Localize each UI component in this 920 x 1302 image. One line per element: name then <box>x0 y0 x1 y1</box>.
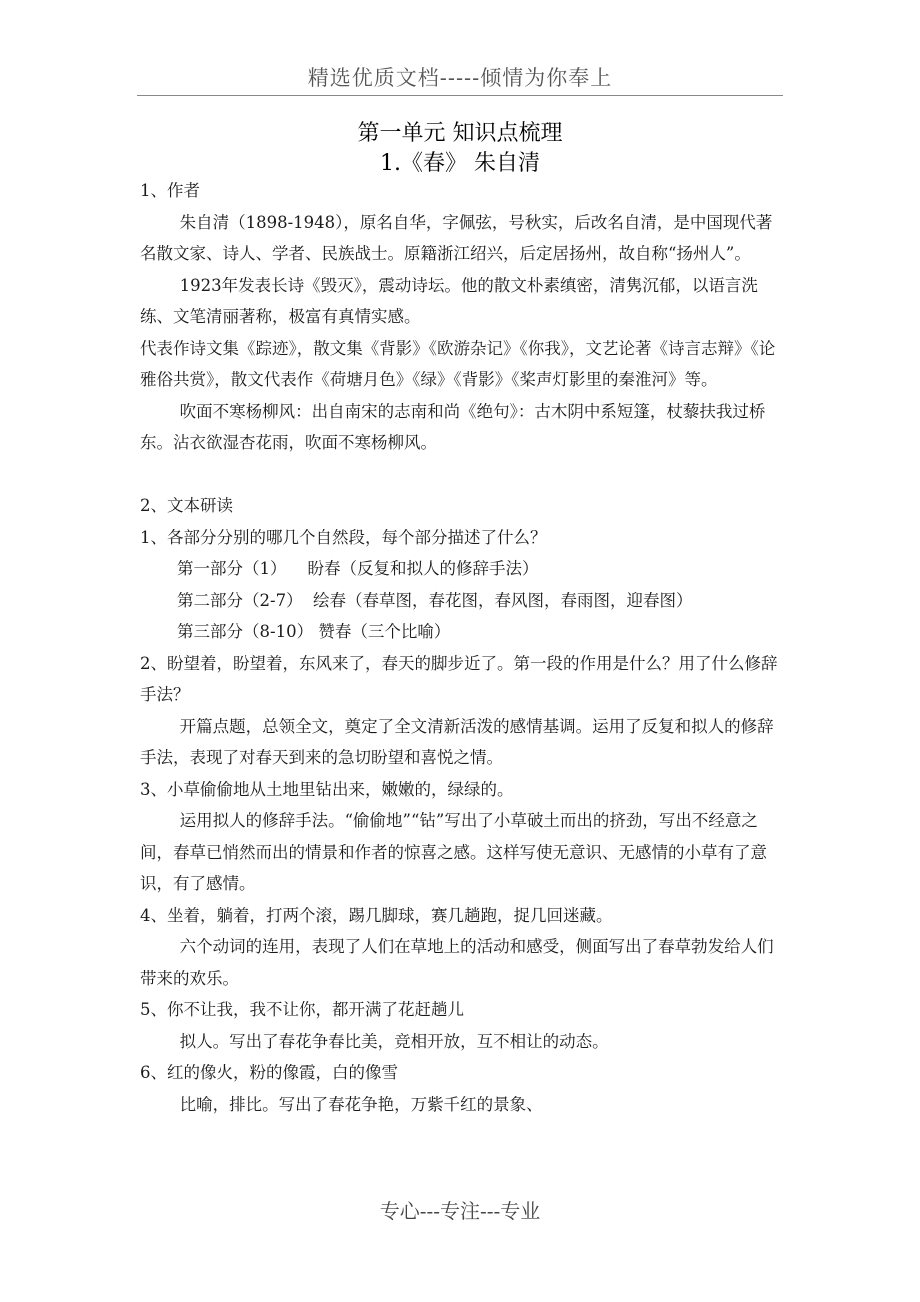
question-3: 3、小草偷偷地从土地里钻出来，嫩嫩的，绿绿的。 <box>140 779 514 799</box>
header-divider <box>137 95 783 96</box>
answer-6: 比喻，排比。写出了春花争艳，万紫千红的景象、 <box>179 1094 543 1114</box>
question-2: 2、盼望着，盼望着，东风来了，春天的脚步近了。第一段的作用是什么？用了什么修辞手法？ <box>140 653 778 704</box>
section-heading-reading: 2、文本研读 <box>140 496 233 515</box>
section-heading-author: 1、作者 <box>140 181 200 200</box>
unit-title: 第一单元 知识点梳理 <box>357 121 563 146</box>
poem-source-paragraph: 吹面不寒杨柳风：出自南宋的志南和尚《绝句》：古木阴中系短篷，杖藜扶我过桥东。沾衣欲湿杏花雨，吹面不寒杨柳风。 <box>140 401 766 452</box>
question-6: 6、红的像火，粉的像霞，白的像雪 <box>140 1063 398 1082</box>
answer-5: 拟人。写出了春花争春比美，竞相开放，互不相让的动态。 <box>179 1031 609 1051</box>
author-works-paragraph: 代表作诗文集《踪迹》，散文集《背影》《欧游杂记》《你我》，文艺论著《诗言志辩》《论雅俗共赏》，散文代表作《荷塘月色》《绿》《背影》《桨声灯影里的秦淮河》等。 <box>140 338 776 389</box>
question-5: 5、你不让我，我不让你，都开满了花赶趟儿 <box>140 1000 464 1019</box>
part-item: 第三部分（8-10） 赞春（三个比喻） <box>177 622 451 641</box>
answer-4: 六个动词的连用，表现了人们在草地上的活动和感受，侧面写出了春草勃发给人们带来的欢乐。 <box>140 937 774 988</box>
document-body <box>140 175 785 1120</box>
lesson-title: 1.《春》 朱自清 <box>380 151 540 176</box>
page-footer: 专心---专注---专业 <box>379 1199 541 1223</box>
spacer <box>140 459 785 491</box>
author-bio-paragraph: 朱自清（1898-1948），原名自华，字佩弦，号秋实，后改名自清，是中国现代著名散文家、诗人、学者、民族战士。原籍浙江绍兴，后定居扬州，故自称“扬州人”。 <box>140 212 773 263</box>
answer-2: 开篇点题，总领全文，奠定了全文清新活泼的感情基调。运用了反复和拟人的修辞手法，表现了对春天到来的急切盼望和喜悦之情。 <box>140 716 774 767</box>
part-item: 第一部分（1） 盼春（反复和拟人的修辞手法） <box>177 559 539 578</box>
question-1: 1、各部分分别的哪几个自然段，每个部分描述了什么？ <box>140 527 547 547</box>
answer-3: 运用拟人的修辞手法。“偷偷地”“钻”写出了小草破土而出的挤劲，写出不经意之间，春草已悄然而出的情景和作者的惊喜之感。这样写使无意识、无感情的小草有了意识，有了感情。 <box>140 811 767 893</box>
page-header: 精选优质文档-----倾情为你奉上 <box>307 66 613 90</box>
part-item: 第二部分（2-7） 绘春（春草图，春花图，春风图，春雨图，迎春图） <box>177 590 693 610</box>
question-4: 4、坐着，躺着，打两个滚，踢几脚球，赛几趟跑，捉几回迷藏。 <box>140 905 613 925</box>
author-style-paragraph: 1923年发表长诗《毁灭》，震动诗坛。他的散文朴素缜密，清隽沉郁，以语言洗练、文笔清丽著称，极富有真情实感。 <box>140 275 758 326</box>
